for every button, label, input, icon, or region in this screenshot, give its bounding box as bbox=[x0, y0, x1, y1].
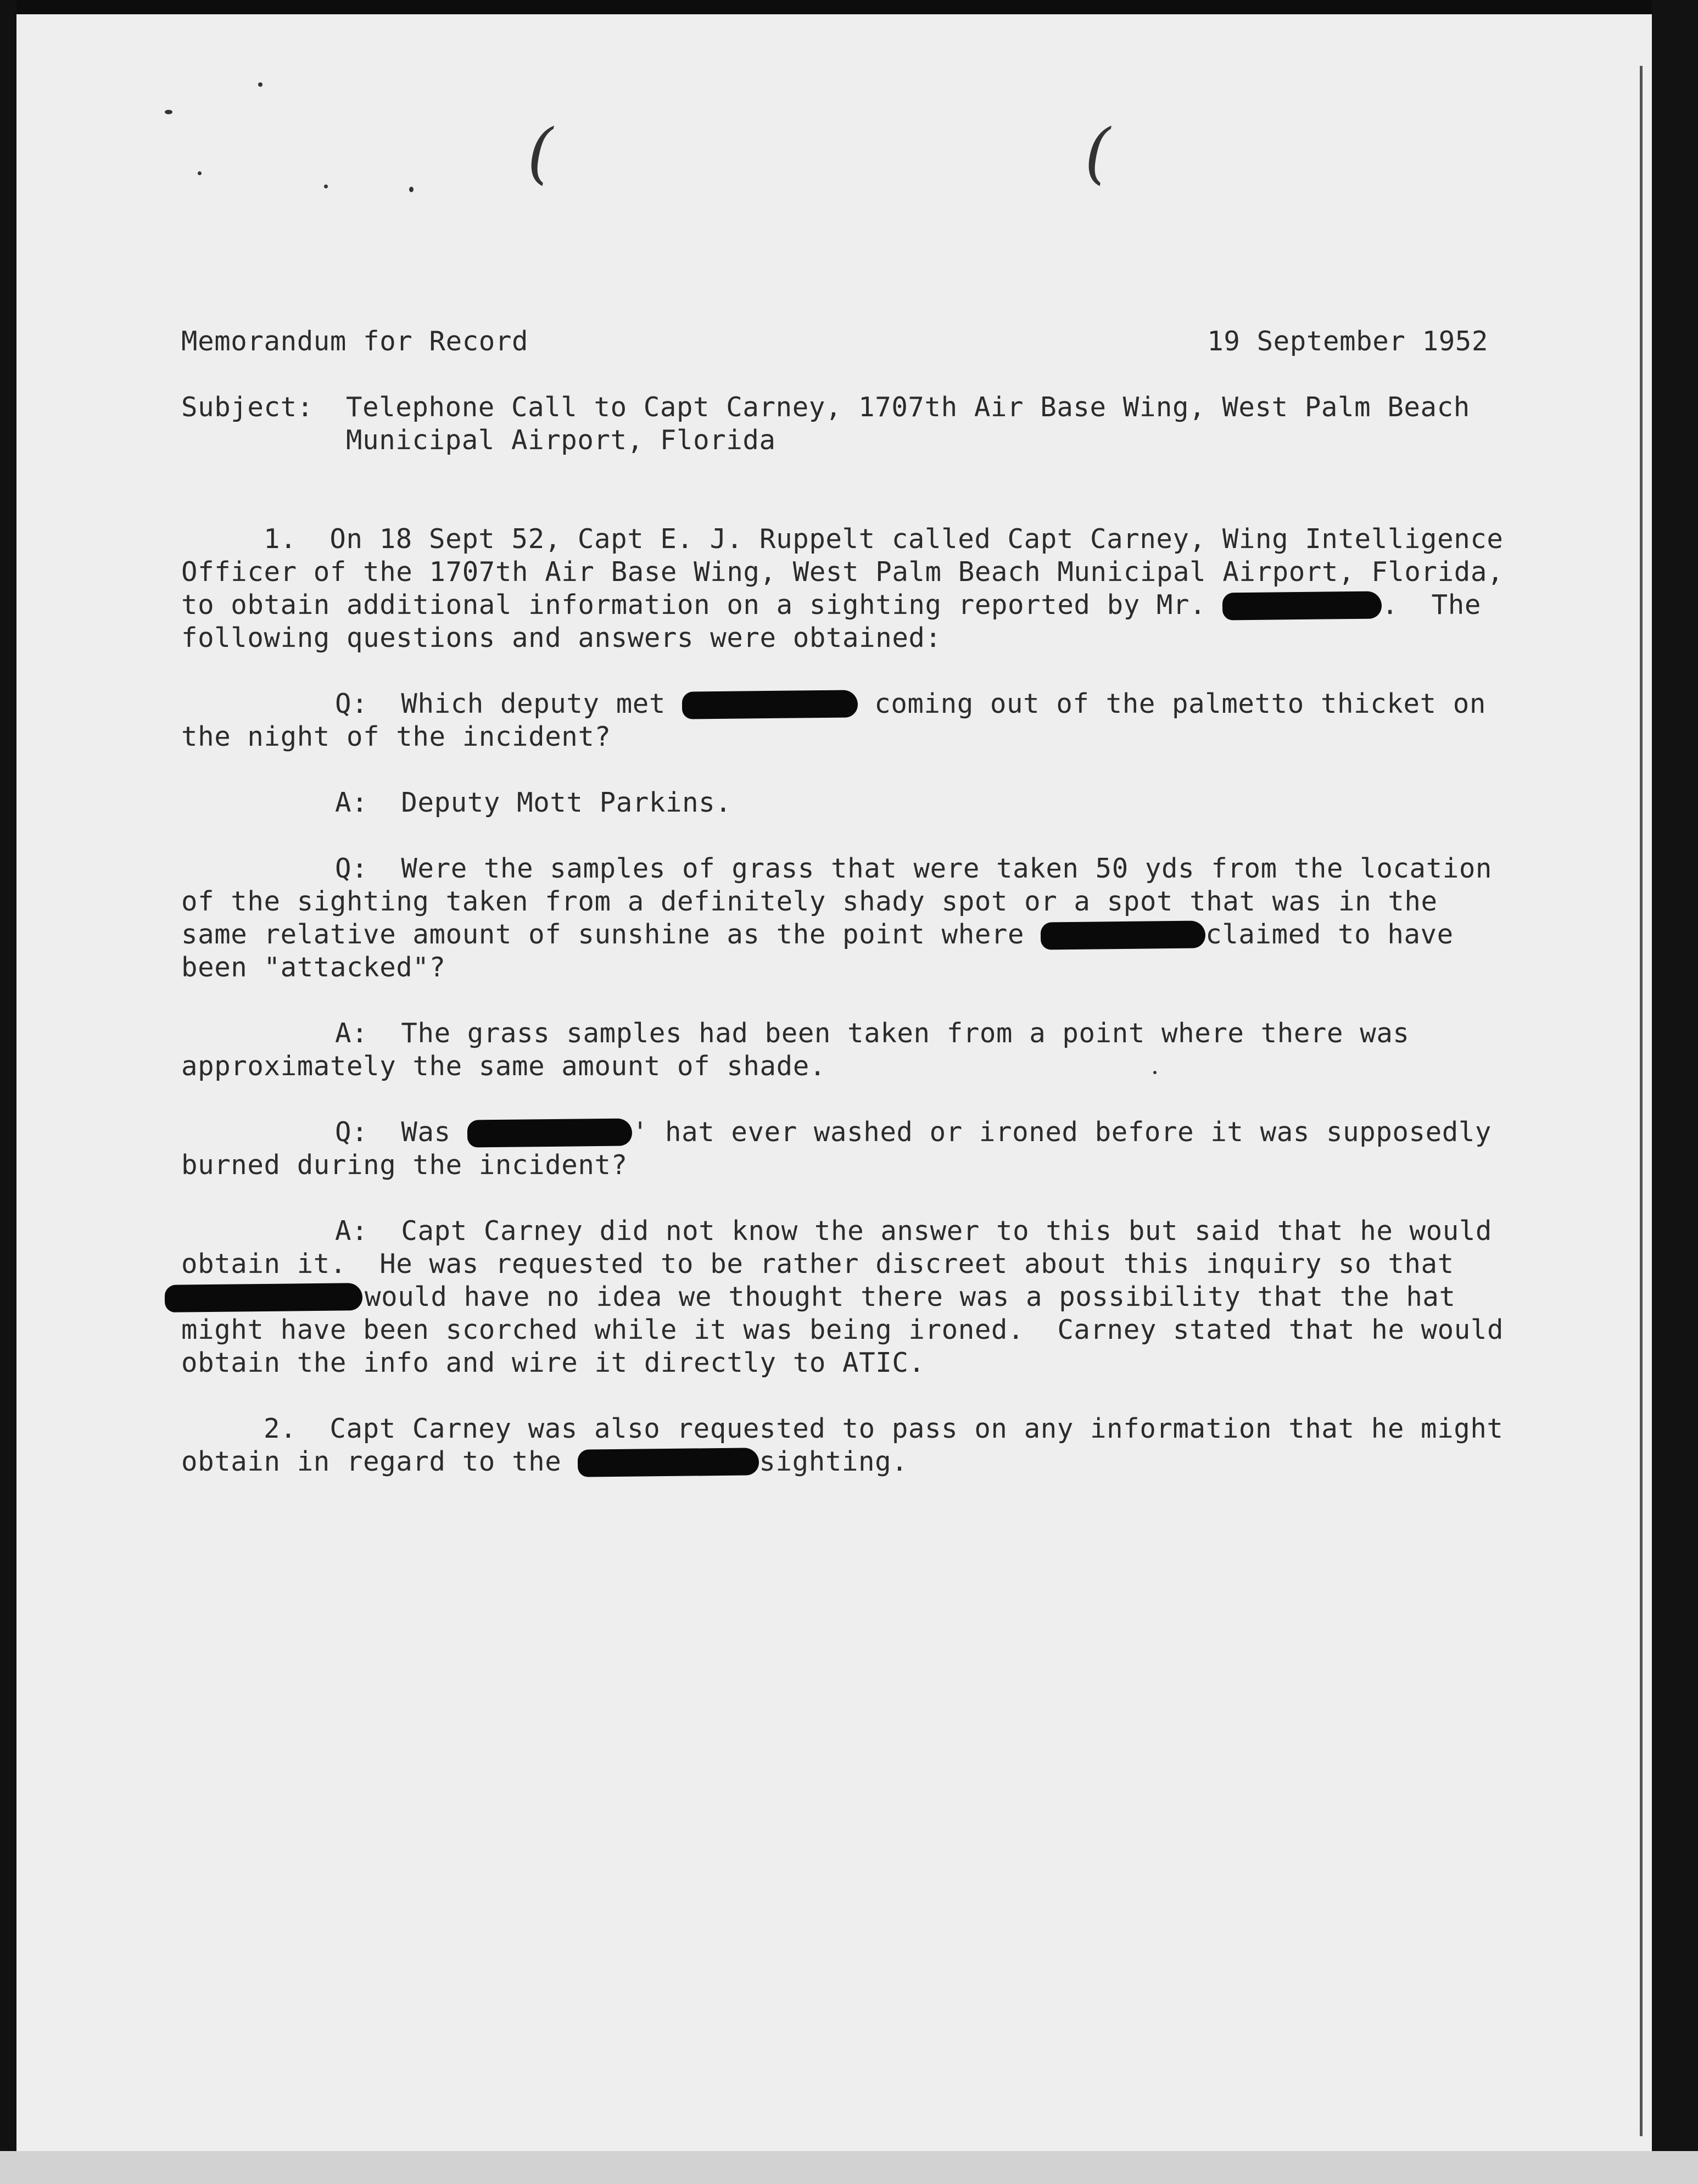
text-line: the night of the incident? bbox=[181, 721, 611, 752]
redaction-bar bbox=[682, 690, 858, 719]
memo-date: 19 September 1952 bbox=[1207, 326, 1488, 357]
question-3 bbox=[181, 1116, 1521, 1182]
text-line: same relative amount of sunshine as the point where claimed to have bbox=[181, 919, 1454, 950]
scan-speck bbox=[258, 82, 262, 87]
text-line: following questions and answers were obtained: bbox=[181, 622, 942, 653]
paragraph-1 bbox=[181, 523, 1521, 655]
page-edge-line bbox=[1640, 66, 1643, 2136]
text-line: obtain in regard to the sighting. bbox=[181, 1446, 908, 1477]
answer-1 bbox=[181, 786, 1521, 819]
redaction-bar bbox=[165, 1283, 363, 1312]
text-line: would have no idea we thought there was a possibility that the hat bbox=[181, 1281, 1521, 1314]
text-line: obtain the info and wire it directly to ATIC. bbox=[181, 1347, 925, 1378]
paragraph-2 bbox=[181, 1412, 1521, 1478]
scan-border-top bbox=[0, 0, 1698, 14]
question-1 bbox=[181, 688, 1521, 753]
scan-mark-left: ( bbox=[527, 115, 553, 192]
text-line: Q: Which deputy met coming out of the palmetto thicket on bbox=[335, 688, 1486, 719]
text-line: A: Deputy Mott Parkins. bbox=[335, 787, 732, 818]
answer-3 bbox=[181, 1215, 1521, 1379]
text-line: of the sighting taken from a definitely shady spot or a spot that was in the bbox=[181, 886, 1438, 917]
text-line: 1. On 18 Sept 52, Capt E. J. Ruppelt called Capt Carney, Wing Intelligence bbox=[264, 523, 1504, 555]
redaction-bar bbox=[467, 1118, 633, 1147]
subject-line: Telephone Call to Capt Carney, 1707th Air Base Wing, West Palm Beach bbox=[346, 392, 1470, 423]
text-line: A: Capt Carney did not know the answer to this but said that he would bbox=[335, 1215, 1493, 1247]
text-line: A: The grass samples had been taken from a point where there was bbox=[335, 1018, 1410, 1049]
text-line: 2. Capt Carney was also requested to pass on any information that he might bbox=[264, 1413, 1504, 1444]
scan-mark-right: ( bbox=[1085, 115, 1110, 192]
subject-line: Municipal Airport, Florida bbox=[346, 424, 776, 456]
scan-border-bottom bbox=[0, 2151, 1698, 2184]
memo-heading bbox=[181, 325, 1521, 358]
text-line: Q: Was ' hat ever washed or ironed before it was supposedly bbox=[335, 1116, 1492, 1148]
answer-2 bbox=[181, 1017, 1521, 1083]
redaction-bar bbox=[578, 1448, 759, 1477]
scan-speck bbox=[198, 171, 202, 175]
scan-border-left bbox=[0, 0, 16, 2184]
text-line: approximately the same amount of shade. bbox=[181, 1051, 826, 1082]
text-line: might have been scorched while it was being ironed. Carney stated that he would bbox=[181, 1314, 1504, 1345]
subject-label: Subject: bbox=[181, 392, 314, 423]
text-line: obtain it. He was requested to be rather discreet about this inquiry so that bbox=[181, 1248, 1454, 1280]
redaction-bar bbox=[1222, 591, 1382, 620]
scan-border-right bbox=[1652, 0, 1698, 2184]
question-2 bbox=[181, 852, 1521, 984]
redaction-bar bbox=[1041, 920, 1206, 949]
scan-speck bbox=[165, 110, 172, 114]
text-line: burned during the incident? bbox=[181, 1149, 628, 1181]
text-line: been "attacked"? bbox=[181, 952, 446, 983]
scan-speck bbox=[324, 185, 328, 188]
memorandum-document bbox=[181, 325, 1521, 1478]
scan-speck bbox=[409, 187, 414, 192]
text-line: Q: Were the samples of grass that were taken 50 yds from the location bbox=[335, 853, 1493, 884]
text-line: to obtain additional information on a sighting reported by Mr. . The bbox=[181, 589, 1481, 621]
memo-title: Memorandum for Record bbox=[181, 326, 529, 357]
text-line: Officer of the 1707th Air Base Wing, West Palm Beach Municipal Airport, Florida, bbox=[181, 556, 1504, 588]
memo-subject bbox=[181, 391, 1521, 457]
